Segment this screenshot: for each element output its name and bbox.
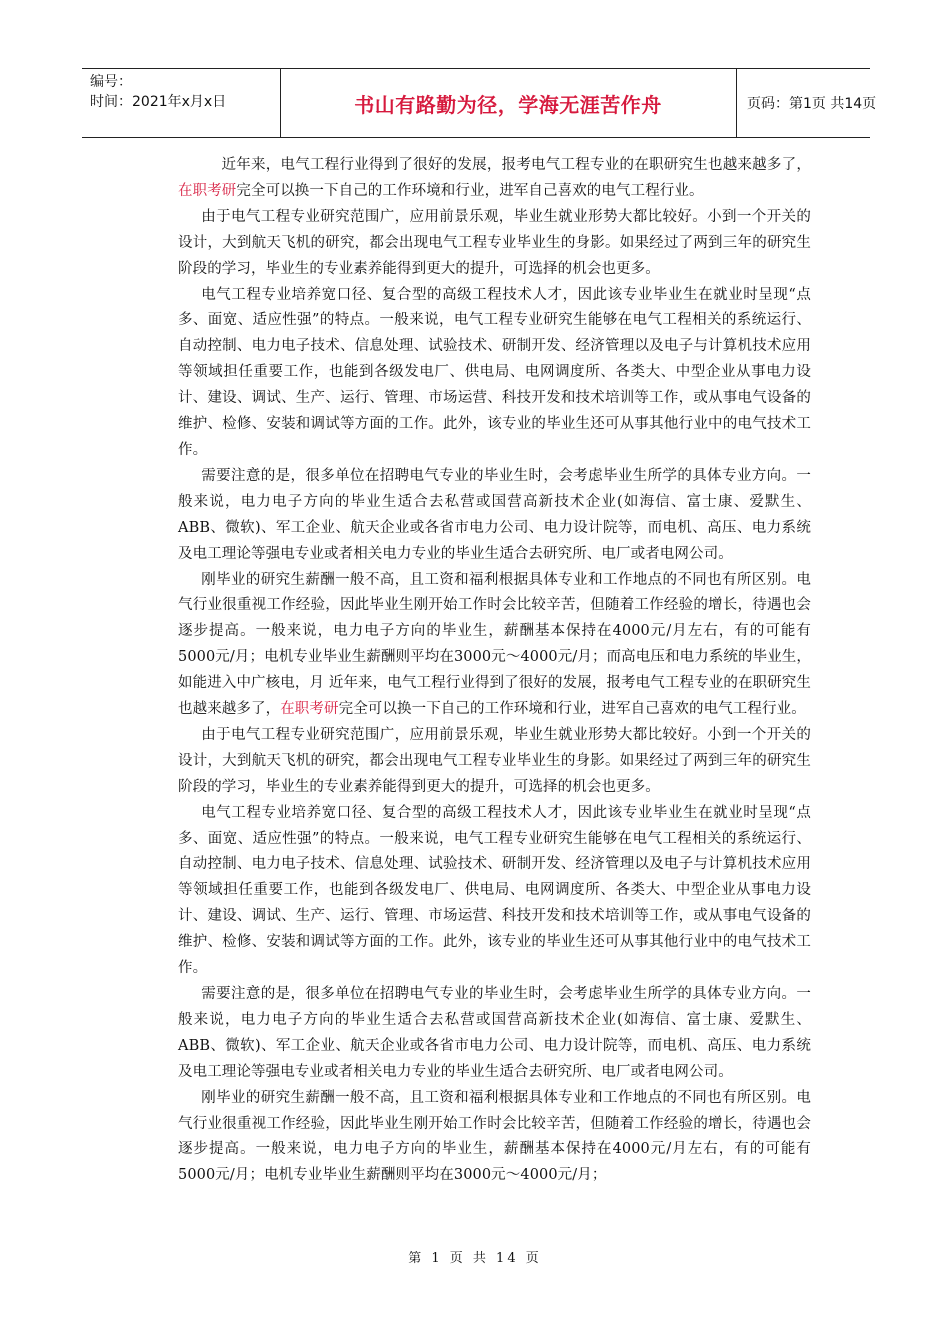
paragraph-text: 完全可以换一下自己的工作环境和行业，进军自己喜欢的电气工程行业。 <box>236 182 704 199</box>
document-body <box>178 153 811 1189</box>
paragraph: 电气工程专业培养宽口径、复合型的高级工程技术人才，因此该专业毕业生在就业时呈现“点多、面宽、适应性强”的特点。一般来说，电气工程专业研究生能够在电气工程相关的系统运行、自动控制、电力电子技术、信息处理、试验技术、研制开发、经济管理以及电子与计算机技术应用等领域担任重要工作，也能到各级发电厂、供电局、电网调度所、各类大、中型企业从事电力设计、建设、调试、生产、运行、管理、市场运营、科技开发和技术培训等工作，或从事电气设备的维护、检修、安装和调试等方面的工作。此外，该专业的毕业生还可从事其他行业中的电气技术工作。 <box>178 286 811 458</box>
header-meta <box>82 69 281 137</box>
paragraph <box>178 153 811 205</box>
paragraph: 由于电气工程专业研究范围广，应用前景乐观，毕业生就业形势大都比较好。小到一个开关的设计，大到航天飞机的研究，都会出现电气工程专业毕业生的身影。如果经过了两到三年的研究生阶段的学习，毕业生的专业素养能得到更大的提升，可选择的机会也更多。 <box>178 726 811 795</box>
paragraph-text: 近年来，电气工程行业得到了很好的发展，报考电气工程专业的在职研究生也越来越多了， <box>221 157 811 173</box>
paragraph: 需要注意的是，很多单位在招聘电气专业的毕业生时，会考虑毕业生所学的具体专业方向。一般来说，电力电子方向的毕业生适合去私营或国营高新技术企业(如海信、富士康、爱默生、ABB、微软)、军工企业、航天企业或各省市电力公司、电力设计院等，而电机、高压、电力系统及电工理论等强电专业或者相关电力专业的毕业生适合去研究所、电厂或者电网公司。 <box>178 467 811 562</box>
page-footer: 第 1 页 共 14 页 <box>408 1251 542 1266</box>
header-motto: 书山有路勤为径，学海无涯苦作舟 <box>354 92 662 117</box>
header-motto-cell <box>280 69 737 137</box>
paragraph: 由于电气工程专业研究范围广，应用前景乐观，毕业生就业形势大都比较好。小到一个开关的设计，大到航天飞机的研究，都会出现电气工程专业毕业生的身影。如果经过了两到三年的研究生阶段的学习，毕业生的专业素养能得到更大的提升，可选择的机会也更多。 <box>178 208 811 277</box>
page-header <box>82 68 877 138</box>
paragraph <box>178 568 811 723</box>
paragraph-text: 刚毕业的研究生薪酬一般不高，且工资和福利根据具体专业和工作地点的不同也有所区别。电气行业很重视工作经验，因此毕业生刚开始工作时会比较辛苦，但随着工作经验的增长，待遇也会逐步提高。一般来说，电力电子方向的毕业生，薪酬基本保持在4000元/月左右，有的可能有5000元/月；电机专业毕业生薪酬则平均在3000元～4000元/月；而高电压和电力系统的毕业生，如能进入中广核电，月 近年来，电气工程行业得到了很好的发展，报考电气工程专业的在职研究生也越来越多了， <box>178 571 811 718</box>
header-page-info: 页码：第1页 共14页 <box>747 96 877 112</box>
paragraph: 刚毕业的研究生薪酬一般不高，且工资和福利根据具体专业和工作地点的不同也有所区别。电气行业很重视工作经验，因此毕业生刚开始工作时会比较辛苦，但随着工作经验的增长，待遇也会逐步提高。一般来说，电力电子方向的毕业生，薪酬基本保持在4000元/月左右，有的可能有5000元/月；电机专业毕业生薪酬则平均在3000元～4000元/月； <box>178 1089 811 1184</box>
document-number-label: 编号： <box>90 74 132 90</box>
header-page-cell <box>737 69 877 137</box>
paragraph: 需要注意的是，很多单位在招聘电气专业的毕业生时，会考虑毕业生所学的具体专业方向。一般来说，电力电子方向的毕业生适合去私营或国营高新技术企业(如海信、富士康、爱默生、ABB、微软)、军工企业、航天企业或各省市电力公司、电力设计院等，而电机、高压、电力系统及电工理论等强电专业或者相关电力专业的毕业生适合去研究所、电厂或者电网公司。 <box>178 986 811 1080</box>
document-time-label: 时间：2021年x月x日 <box>90 94 227 110</box>
exam-link[interactable]: 在职考研 <box>178 182 237 199</box>
paragraph-text: 完全可以换一下自己的工作环境和行业，进军自己喜欢的电气工程行业。 <box>338 701 806 718</box>
exam-link[interactable]: 在职考研 <box>280 701 339 718</box>
paragraph: 电气工程专业培养宽口径、复合型的高级工程技术人才，因此该专业毕业生在就业时呈现“点多、面宽、适应性强”的特点。一般来说，电气工程专业研究生能够在电气工程相关的系统运行、自动控制、电力电子技术、信息处理、试验技术、研制开发、经济管理以及电子与计算机技术应用等领域担任重要工作，也能到各级发电厂、供电局、电网调度所、各类大、中型企业从事电力设计、建设、调试、生产、运行、管理、市场运营、科技开发和技术培训等工作，或从事电气设备的维护、检修、安装和调试等方面的工作。此外，该专业的毕业生还可从事其他行业中的电气技术工作。 <box>178 804 811 977</box>
